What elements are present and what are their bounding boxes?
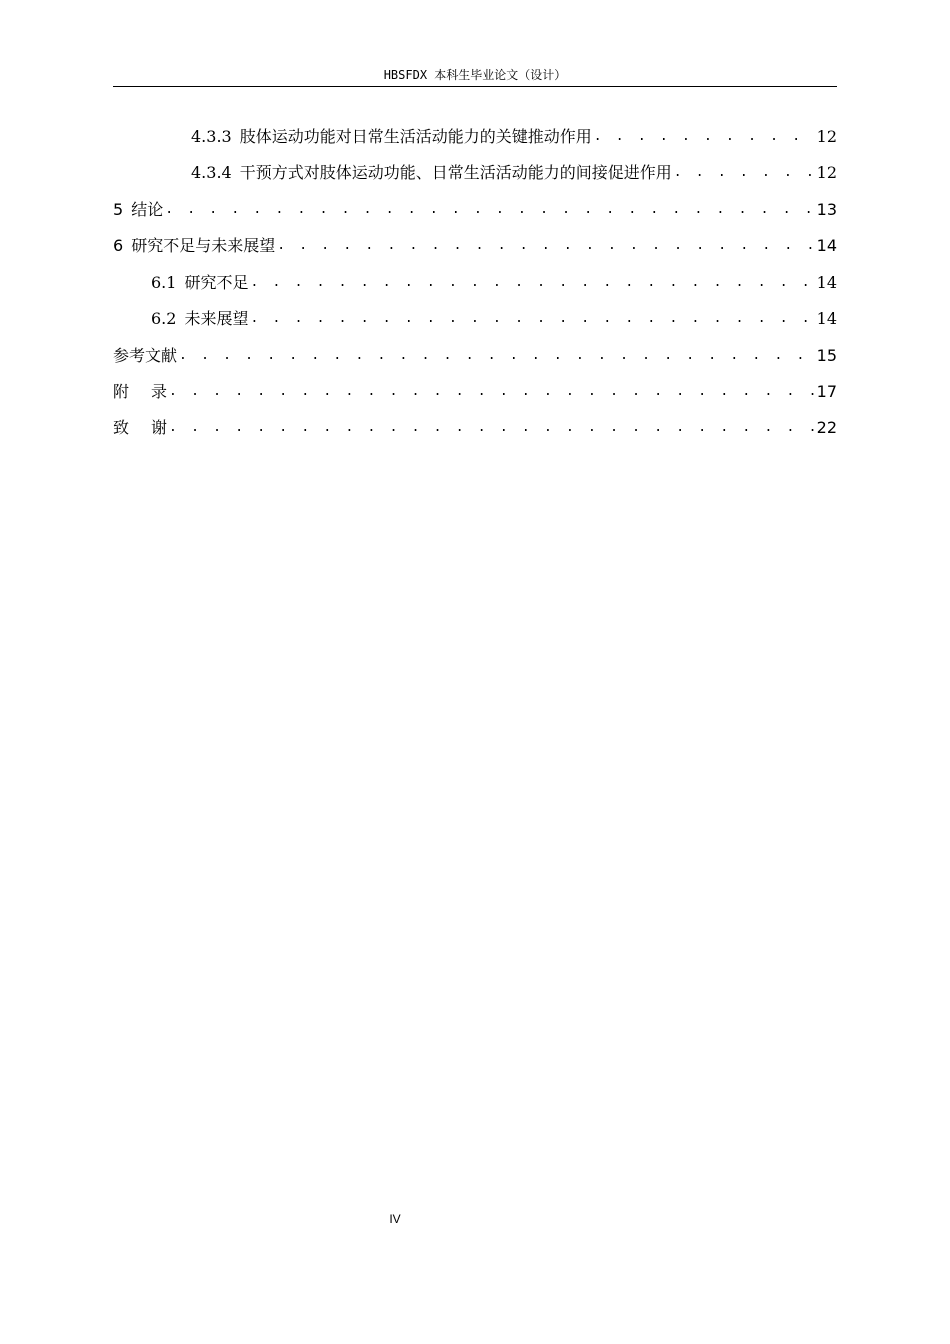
toc-entry-number: 6 [113,236,124,255]
toc-dot-leader [250,308,814,330]
toc-entry-title: 未来展望 [184,309,249,328]
page-footer [0,1212,790,1226]
toc-entry-title-char: 致 [113,418,130,437]
toc-entry-references[interactable] [113,337,837,367]
toc-dot-leader [179,345,815,367]
toc-entry-4-3-3[interactable] [113,118,837,148]
toc-entry-title: 肢体运动功能对日常生活活动能力的关键推动作用 [239,127,592,146]
toc-entry-title: 干预方式对肢体运动功能、日常生活活动能力的间接促进作用 [239,163,672,182]
page-number: IV [389,1212,401,1226]
toc-entry-6-2[interactable] [113,300,837,330]
toc-entry-number: 4.3.4 [191,163,232,182]
toc-entry-6[interactable] [113,227,837,257]
toc-dot-leader [674,162,815,184]
toc-entry-number: 6.1 [151,273,177,292]
toc-entry-title-char: 谢 [151,418,168,437]
toc-dot-leader [594,126,815,148]
toc-dot-leader [165,199,814,221]
toc-entry-page: 12 [816,163,837,182]
toc-entry-title-char: 附 [113,382,130,401]
toc-entry-page: 14 [816,236,837,255]
toc-entry-acknowledgements[interactable] [113,409,837,439]
toc-entry-page: 12 [816,127,837,146]
toc-entry-page: 15 [816,346,837,365]
toc-entry-5[interactable] [113,191,837,221]
toc-entry-page: 14 [816,309,837,328]
toc-entry-number: 5 [113,200,124,219]
header-title: HBSFDX 本科生毕业论文（设计） [383,68,567,82]
toc-entry-4-3-4[interactable] [113,154,837,184]
toc-dot-leader [250,272,814,294]
toc-entry-title: 研究不足与未来展望 [131,236,276,255]
toc-entry-page: 13 [816,200,837,219]
toc-entry-appendix[interactable] [113,373,837,403]
toc-entry-title: 结论 [131,200,164,219]
toc-entry-number: 6.2 [151,309,177,328]
toc-dot-leader [169,381,815,403]
toc-entry-title: 参考文献 [113,346,178,365]
toc-dot-leader [169,417,815,439]
toc-entry-title-char: 录 [151,382,168,401]
toc-dot-leader [277,235,814,257]
toc-entry-number: 4.3.3 [191,127,232,146]
toc-entry-title: 研究不足 [184,273,249,292]
toc-entry-page: 14 [816,273,837,292]
toc-entry-page: 22 [816,418,837,437]
page-header [113,65,837,87]
toc-entry-page: 17 [816,382,837,401]
toc-entry-6-1[interactable] [113,264,837,294]
